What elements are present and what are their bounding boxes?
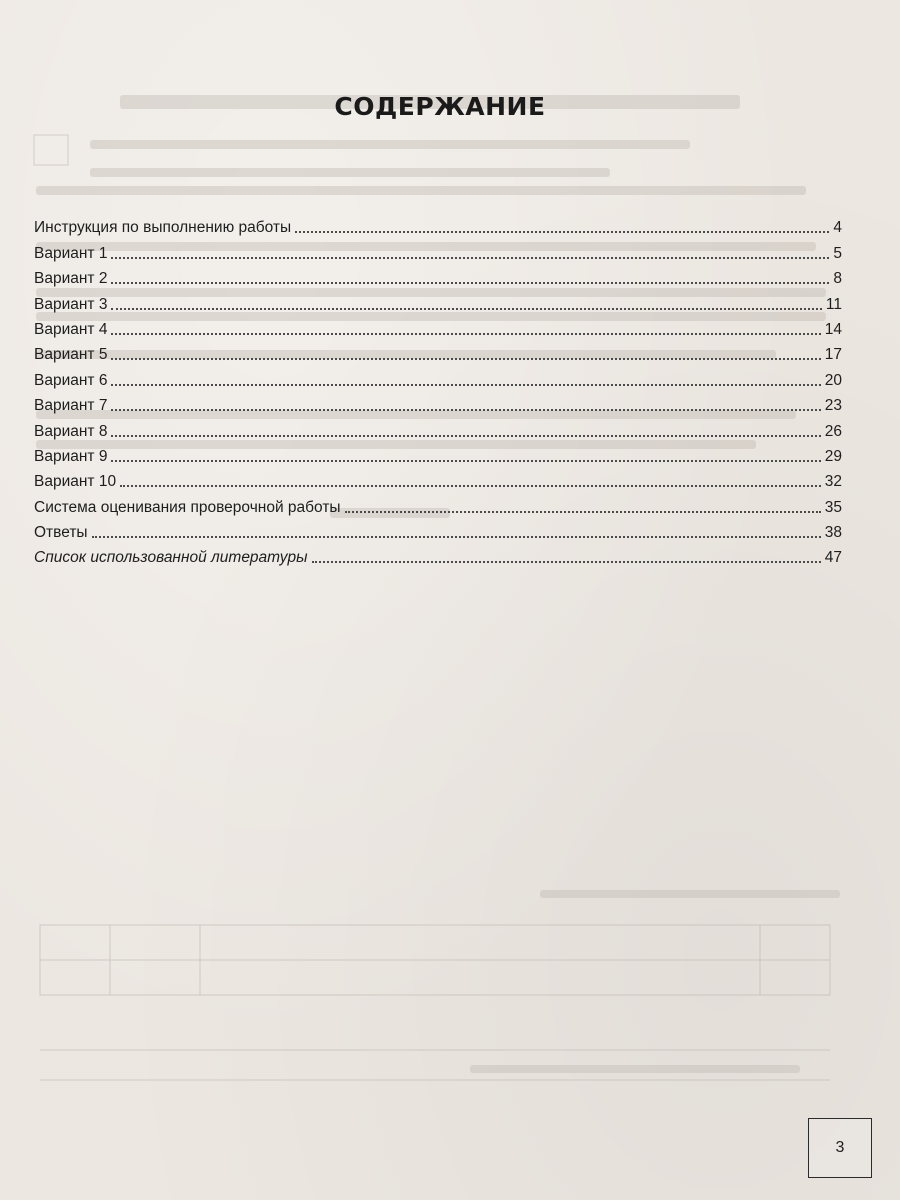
toc-entry[interactable]	[34, 364, 842, 389]
toc-entry-label: Список использованной литературы	[34, 549, 308, 567]
page-number-box	[808, 1118, 872, 1178]
toc-leader-dots	[92, 535, 821, 538]
toc-entry-page: 29	[824, 447, 842, 465]
toc-leader-dots	[312, 560, 821, 563]
toc-entry-page: 47	[824, 549, 842, 567]
toc-entry[interactable]	[34, 390, 842, 415]
toc-entry-page: 35	[824, 498, 842, 516]
toc-entry-label: Вариант 9	[34, 447, 108, 465]
toc-entry-page: 32	[824, 473, 842, 491]
toc-entry-label: Вариант 3	[34, 295, 108, 313]
toc-entry[interactable]	[34, 415, 842, 440]
toc-entry[interactable]	[34, 263, 842, 288]
toc-entry[interactable]	[34, 517, 842, 542]
toc-entry-page: 23	[824, 397, 842, 415]
toc-entry-page: 20	[824, 371, 842, 389]
toc-entry[interactable]	[34, 441, 842, 466]
toc-entry-label: Вариант 8	[34, 422, 108, 440]
toc-entry-label: Вариант 1	[34, 244, 108, 262]
toc-entry-page: 4	[833, 219, 842, 237]
toc-leader-dots	[120, 484, 821, 487]
toc-entry[interactable]	[34, 288, 842, 313]
toc-entry-label: Вариант 6	[34, 371, 108, 389]
toc-entry-label: Ответы	[34, 524, 88, 542]
toc-leader-dots	[345, 510, 821, 513]
toc-leader-dots	[111, 307, 821, 310]
toc-leader-dots	[111, 459, 820, 462]
toc-entry[interactable]	[34, 212, 842, 237]
toc-entry[interactable]	[34, 542, 842, 567]
toc-entry-page: 38	[824, 524, 842, 542]
toc-entry-label: Вариант 4	[34, 320, 108, 338]
toc-leader-dots	[111, 281, 829, 284]
toc-entry-label: Вариант 2	[34, 270, 108, 288]
toc-leader-dots	[295, 230, 829, 233]
toc-leader-dots	[111, 357, 820, 360]
toc-entry-label: Вариант 7	[34, 397, 108, 415]
toc-leader-dots	[111, 408, 820, 411]
toc-entry-page: 5	[833, 244, 842, 262]
toc-leader-dots	[111, 383, 820, 386]
toc-entry[interactable]	[34, 466, 842, 491]
toc-entry[interactable]	[34, 237, 842, 262]
toc-entry-page: 14	[824, 320, 842, 338]
toc-entry[interactable]	[34, 314, 842, 339]
toc-entry-page: 11	[825, 295, 842, 313]
toc-entry-label: Вариант 5	[34, 346, 108, 364]
toc-entry[interactable]	[34, 491, 842, 516]
toc-entry[interactable]	[34, 339, 842, 364]
toc-leader-dots	[111, 256, 829, 259]
page-title: СОДЕРЖАНИЕ	[334, 92, 546, 121]
table-of-contents	[34, 212, 842, 567]
toc-leader-dots	[111, 434, 820, 437]
toc-leader-dots	[111, 332, 820, 335]
toc-entry-page: 8	[833, 270, 842, 288]
toc-entry-label: Вариант 10	[34, 473, 117, 491]
toc-entry-page: 26	[824, 422, 842, 440]
toc-entry-label: Инструкция по выполнению работы	[34, 219, 292, 237]
toc-entry-page: 17	[824, 346, 842, 364]
toc-entry-label: Система оценивания проверочной работы	[34, 498, 341, 516]
page-number: 3	[835, 1139, 845, 1156]
